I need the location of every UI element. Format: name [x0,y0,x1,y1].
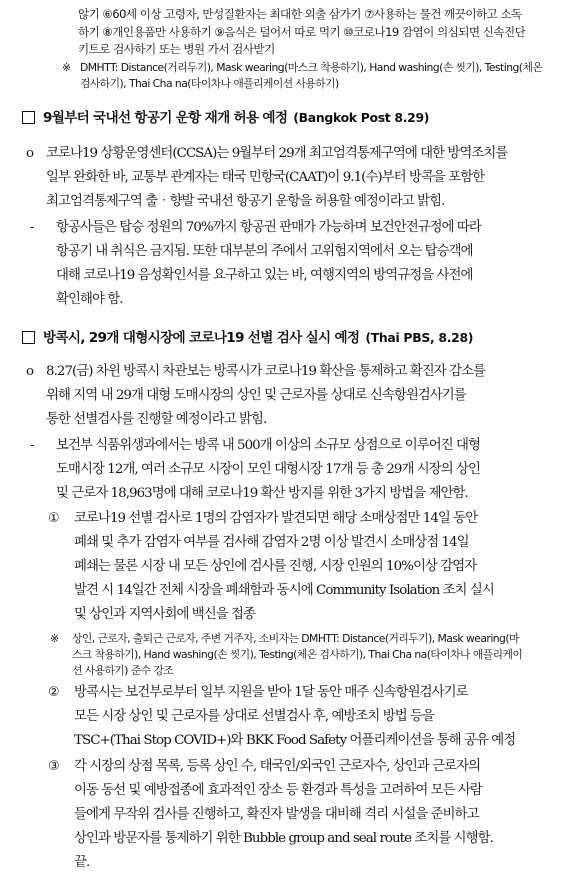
text-line: 상인과 방문자를 통제하기 위한 Bubble group and seal route 조치를 시행함. [74,830,493,846]
numbered-item-1 [48,507,556,627]
text-line: 항공기 내 취식은 금지됨. 또한 대부분의 주에서 고위험지역에서 오는 탑승객에 [56,243,473,259]
dmhtt-note-markets [50,631,556,679]
text-line: 8.27(금) 차윈 방콕시 차관보는 방콕시가 코로나19 확산을 통제하고 확진자 감소를 [46,363,486,379]
text-line: DMHTT: Distance(거리두기), Mask wearing(마스크 착용하기), Hand washing(손 씻기), Testing(체온 [80,60,543,74]
text-line: 위해 지역 내 29개 대형 도매시장의 상인 및 근로자를 상대로 신속항원검사기를 [46,387,466,403]
circled-number: ③ [48,758,59,774]
text-line: 보건부 식품위생과에서는 방콕 내 500개 이상의 소규모 상점으로 이루어진 대형 [56,437,481,453]
reference-mark: ※ [50,631,59,645]
paragraph-main [26,142,556,214]
text-line: TSC+(Thai Stop COVID+)와 BKK Food Safety 어플리케이션을 통해 공유 예정 [74,732,516,748]
bullet-dash: - [30,219,34,235]
text-line: 도매시장 12개, 여러 소규모 시장이 모인 대형시장 17개 등 총 29개 시장의 상인 [56,461,480,477]
text-line: 항공사들은 탑승 정원의 70%까지 항공권 판매가 가능하며 보건안전규정에 따라 [56,219,481,235]
text-line: 일부 완화한 바, 교통부 관계자는 태국 민항국(CAAT)이 9.1(수)부터 방콕을 포함한 [46,169,485,185]
circled-number: ① [48,510,59,526]
text-line: 통한 선별검사를 진행할 예정이라고 밝힘. [46,411,267,427]
news-source: (Thai PBS, 8.28) [365,329,474,345]
section-title: 9월부터 국내선 항공기 운항 재개 허용 예정 [43,109,288,126]
text-line: 각 시장의 상점 목록, 등록 상인 수, 태국인/외국인 근로자수, 상인과 근로자의 [74,758,481,774]
text-line: 스크 착용하기), Hand washing(손 씻기), Testing(체온 검사하기), Thai Cha na(타이차나 애플리케이 [72,647,523,661]
section-title: 방콕시, 29개 대형시장에 코로나19 선별 검사 실시 예정 [43,329,360,346]
text-line: 최고엄격통제구역 출‧향발 국내선 항공기 운항을 허용할 예정이라고 밝힘. [46,193,445,209]
checkbox-square-icon [22,111,35,124]
circled-number: ② [48,684,59,700]
text-line: 발견 시 14일간 전체 시장을 폐쇄함과 동시에 Community Isolation 조치 실시 [74,582,494,598]
text-line: 이동 동선 및 예방접종에 효과적인 장소 등 환경과 특성을 고려하여 모든 사람 [74,782,482,798]
prevention-list-continued [78,6,556,59]
text-line: 모든 시장 상인 및 근로자를 상대로 선별검사 후, 예방조치 방법 등을 [74,708,434,724]
news-source: (Bangkok Post 8.29) [293,109,430,125]
text-line: 폐쇄는 물론 시장 내 모든 상인에 검사를 진행, 시장 인원의 10%이상 감염자 [74,558,477,574]
text-line: 코로나19 상황운영센터(CCSA)는 9월부터 29개 최고엄격통제구역에 대한 방역조치를 [46,145,508,161]
paragraph-main [26,360,556,432]
text-line: 않기 ⑥60세 이상 고령자, 만성질환자는 최대한 외출 삼가기 ⑦사용하는 물건 깨끗이하고 소독 [78,7,522,21]
section-heading-flights [22,108,556,128]
paragraph-detail [30,434,556,506]
text-line: 상인, 근로자, 출퇴근 근로자, 주변 거주자, 소비자는 DMHTT: Distance(거리두기), Mask wearing(마 [72,631,519,645]
text-line: 방콕시는 보건부로부터 일부 지원을 받아 1달 동안 매주 신속항원검사기로 [74,684,468,700]
section-heading-markets [22,328,556,348]
text-line: 확인해야 함. [56,291,123,307]
text-line: 하기 ⑧개인용품만 사용하기 ⑨음식은 덜어서 따로 먹기 ⑩코로나19 감염이 의심되면 신속진단 [78,24,526,39]
text-line: 검사하기), Thai Cha na(타이차나 애플리케이션 사용하기) [80,76,339,90]
end-mark: 끝. [74,854,90,870]
text-line: 및 상인과 지역사회에 백신을 접종 [74,606,256,622]
text-line: 키트로 검사하기 또는 병원 가서 검사받기 [78,42,275,56]
dmhtt-note [62,60,556,92]
checkbox-square-icon [22,331,35,344]
text-line: 폐쇄 및 추가 감염자 여부를 검사해 감염자 2명 이상 발견시 소매상점 14일 [74,534,469,550]
numbered-item-3 [48,755,556,875]
numbered-item-2 [48,681,556,753]
text-line: 들에게 무작위 검사를 진행하고, 확진자 발생을 대비해 격리 시설을 준비하고 [74,806,479,822]
text-line: 대해 코로나19 음성확인서를 요구하고 있는 바, 여행지역의 방역규정을 사전에 [56,267,473,283]
text-line: 및 근로자 18,963명에 대해 코로나19 확산 방지를 위한 3가지 방법을 제안함. [56,485,468,501]
bullet-o: o [26,145,34,161]
reference-mark: ※ [62,60,71,74]
paragraph-detail [30,216,556,312]
text-line: 션 사용하기) 준수 강조 [72,663,174,677]
bullet-dash: - [30,437,34,453]
bullet-o: o [26,363,34,379]
text-line: 코로나19 선별 검사로 1명의 감염자가 발견되면 해당 소매상점만 14일 동안 [74,510,478,526]
